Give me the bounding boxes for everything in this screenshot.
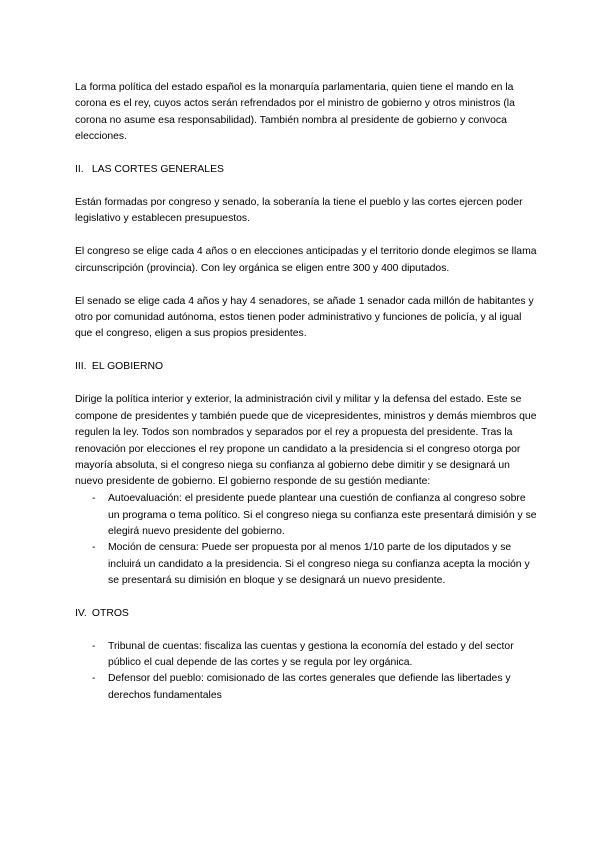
section-title: OTROS (91, 607, 129, 619)
document-page (75, 80, 537, 720)
section-title: LAS CORTES GENERALES (91, 164, 224, 176)
list-item-text: Tribunal de cuentas: fiscaliza las cuentas y gestiona la economía del estado y del sector público el cual depende de las cortes y se regula por ley orgánica. (108, 640, 514, 668)
section-heading-otros (75, 606, 537, 622)
list-item-text: Autoevaluación: el presidente puede plantear una cuestión de confianza al congreso sobre un programa o tema político. Si el congreso niega su confianza este presentará dimisión y se elegirá nuevo presidente del gobierno. (108, 493, 537, 538)
list-item (75, 639, 537, 672)
cortes-paragraph: Están formadas por congreso y senado, la soberanía la tiene el pueblo y las cortes ejercen poder legislativo y establecen presupuestos. (75, 197, 523, 225)
list-item-text: Defensor del pueblo: comisionado de las cortes generales que defiende las libertades y derechos fundamentales (108, 673, 511, 701)
intro-paragraph: La forma política del estado español es la monarquía parlamentaria, quien tiene el mando en la corona es el rey, cuyos actos serán refrendados por el ministro de gobierno y otros ministros (la corona no asume esa responsabilidad). También nombra al presidente de gobierno y convoca elecciones. (75, 82, 515, 143)
gobierno-list (75, 491, 537, 589)
senado-paragraph: El senado se elige cada 4 años y hay 4 senadores, se añade 1 senador cada millón de habitantes y otro por comunidad autónoma, estos tienen poder administrativo y funciones de policía, y al igual que el congreso, eligen a sus propios presidentes. (75, 295, 534, 340)
list-item (75, 540, 537, 589)
bullet-dash: - (92, 493, 96, 505)
otros-list (75, 639, 537, 705)
bullet-dash: - (92, 640, 96, 652)
section-heading-gobierno (75, 359, 537, 375)
gobierno-paragraph: Dirige la política interior y exterior, la administración civil y militar y la defensa del estado. Este se compone de presidentes y también puede que de vicepresidentes, ministros y demás miembros que regulen la ley. Todos son nombrados y separados por el rey a propuesta del presidente. Tras la renovación por elecciones el rey propone un candidato a la presidencia si el congreso otorga por mayoría absoluta, si el congreso niega su confianza al gobierno debe dimitir y se designará un nuevo presidente de gobierno. El gobierno responde de su gestión mediante: (75, 394, 537, 488)
bullet-dash: - (92, 673, 96, 685)
list-item (75, 491, 537, 540)
bullet-dash: - (92, 542, 96, 554)
congreso-paragraph: El congreso se elige cada 4 años o en elecciones anticipadas y el territorio donde elegimos se llama circunscripción (provincia). Con ley orgánica se eligen entre 300 y 400 diputados. (75, 246, 537, 274)
section-number: IV. (75, 607, 87, 619)
section-title: EL GOBIERNO (91, 361, 164, 373)
section-number: III. (75, 361, 87, 373)
section-number: II. (75, 164, 84, 176)
list-item (75, 671, 537, 704)
section-heading-cortes (75, 162, 537, 178)
list-item-text: Moción de censura: Puede ser propuesta por al menos 1/10 parte de los diputados y se incluirá un candidato a la presidencia. Si el congreso niega su confianza acepta la moción y se presentará su dimisión en bloque y se designará un nuevo presidente. (108, 542, 530, 587)
